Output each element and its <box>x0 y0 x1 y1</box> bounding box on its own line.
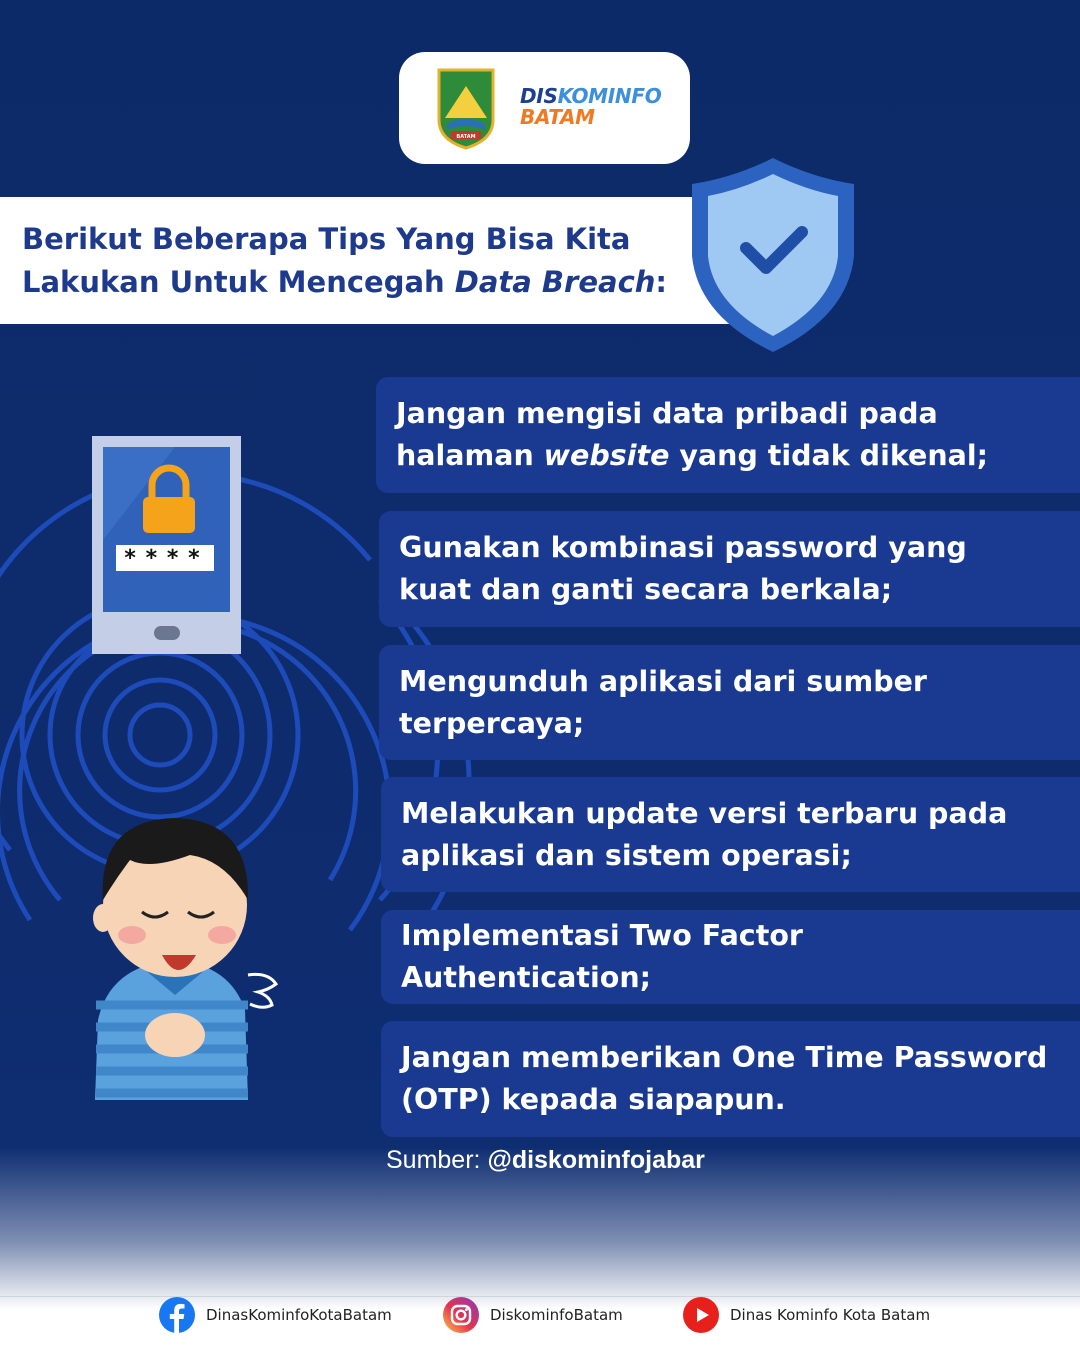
tip-item-1 <box>376 377 1080 493</box>
tip-item-4 <box>381 777 1080 892</box>
tip-6-line-2: (OTP) kepada siapapun. <box>401 1083 786 1116</box>
instagram-icon <box>443 1297 479 1333</box>
youtube-icon <box>683 1297 719 1333</box>
tip-6-line-1: Jangan memberikan One Time Password <box>401 1041 1048 1074</box>
footer-instagram[interactable] <box>443 1297 623 1333</box>
title-line-2: Lakukan Untuk Mencegah Data Breach: <box>22 265 668 299</box>
tip-item-5 <box>381 910 1080 1004</box>
shield-check-icon <box>688 156 858 356</box>
tip-item-3 <box>379 645 1080 760</box>
relieved-person-illustration <box>0 0 320 1120</box>
batam-emblem-icon <box>437 68 495 150</box>
page-title <box>22 218 722 304</box>
footer-facebook[interactable] <box>159 1297 392 1333</box>
tip-5-line-2: Authentication; <box>401 961 652 994</box>
facebook-handle: DinasKominfoKotaBatam <box>206 1306 392 1324</box>
emblem-label: BATAM <box>456 134 476 140</box>
tip-3-line-2: terpercaya; <box>399 706 585 740</box>
tip-1-line-2: halaman website yang tidak dikenal; <box>396 439 989 472</box>
tip-1-line-1: Jangan mengisi data pribadi pada <box>396 397 938 430</box>
source-credit <box>386 1146 705 1175</box>
logo-wordmark <box>520 86 661 128</box>
tip-2-line-2: kuat dan ganti secara berkala; <box>399 573 893 606</box>
tip-2-line-1: Gunakan kombinasi password yang <box>399 531 967 564</box>
logo-text-kominfo: KOMINFO <box>557 84 662 108</box>
instagram-handle: DiskominfoBatam <box>490 1306 623 1324</box>
logo-text-batam: BATAM <box>520 105 595 129</box>
logo-text-dis: DIS <box>520 84 558 108</box>
tip-3-line-1: Mengunduh aplikasi dari sumber <box>399 664 927 698</box>
tip-5-line-1: Implementasi Two Factor <box>401 919 803 952</box>
footer-youtube[interactable] <box>683 1297 930 1333</box>
logo-card <box>399 52 690 164</box>
source-label: Sumber: <box>386 1146 488 1174</box>
youtube-channel: Dinas Kominfo Kota Batam <box>730 1306 931 1324</box>
title-line-1: Berikut Beberapa Tips Yang Bisa Kita <box>22 222 631 256</box>
tip-item-2 <box>379 511 1080 627</box>
tip-4-line-1: Melakukan update versi terbaru pada <box>401 796 1008 830</box>
phone-password-mask: **** <box>123 546 209 571</box>
facebook-icon <box>159 1297 195 1333</box>
tip-4-line-2: aplikasi dan sistem operasi; <box>401 838 852 872</box>
source-handle: @diskominfojabar <box>487 1146 705 1174</box>
tip-item-6 <box>381 1021 1080 1137</box>
